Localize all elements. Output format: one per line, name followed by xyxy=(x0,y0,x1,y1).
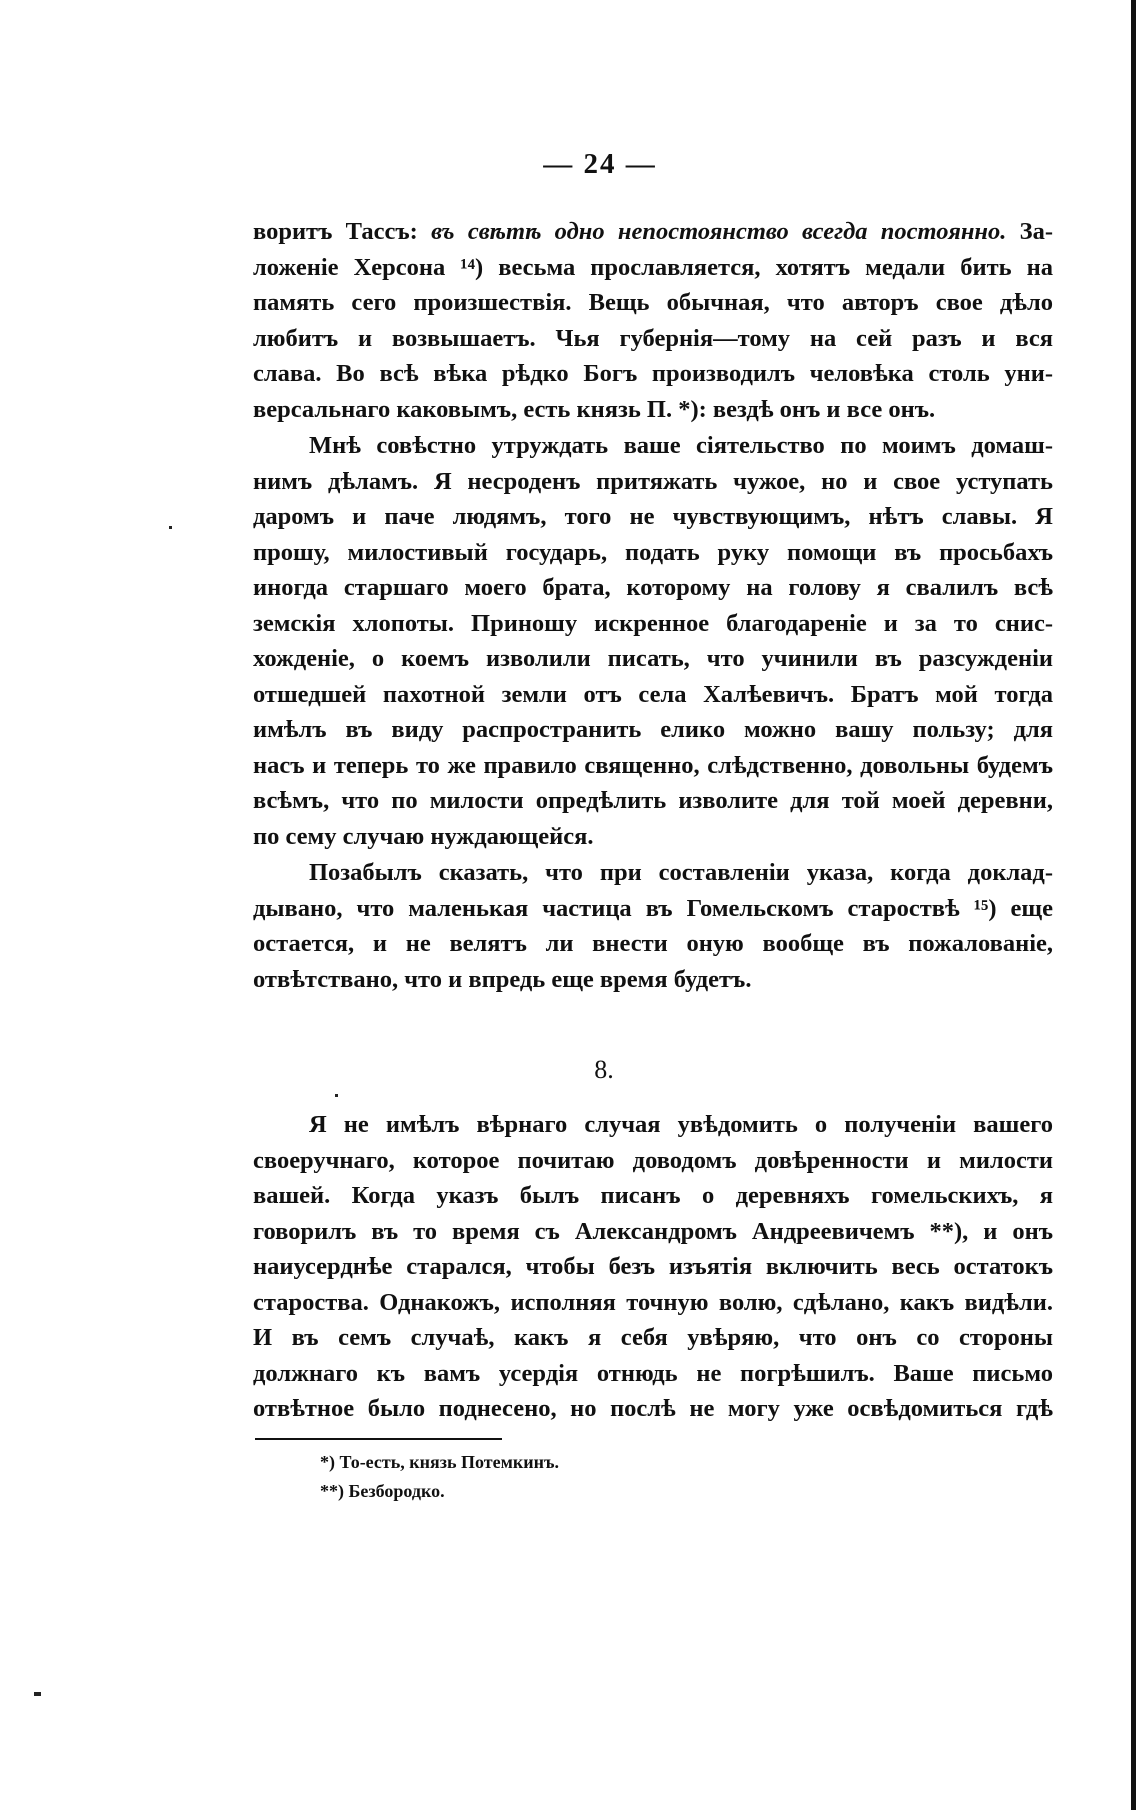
text-line: вашей. Когда указъ былъ писанъ о деревняхъ гомельскихъ, я xyxy=(253,1182,1053,1209)
section-number: 8. xyxy=(594,1055,614,1084)
line-text: воритъ Тассъ: xyxy=(253,218,432,245)
text-line: Мнѣ совѣстно утруждать ваше сіятельство по моимъ домаш- xyxy=(309,432,1053,459)
footnote-2: **) Безбородко. xyxy=(320,1481,445,1501)
text-line: слава. Во всѣ вѣка рѣдко Богъ производилъ человѣка столь уни- xyxy=(253,360,1053,387)
paragraph-2 xyxy=(253,428,1053,854)
text-line: ложеніе Херсона ¹⁴) весьма прославляется, хотятъ медали бить на xyxy=(253,253,1053,281)
text-line: своеручнаго, которое почитаю доводомъ довѣренности и милости xyxy=(253,1146,1053,1174)
text-line: насъ и теперь то же правило священно, слѣдственно, довольны будемъ xyxy=(253,751,1053,779)
paragraph-3 xyxy=(253,855,1053,997)
text-line: нимъ дѣламъ. Я несроденъ притяжать чужое, но и свое уступать xyxy=(253,467,1053,495)
paragraph-1 xyxy=(253,214,1053,427)
text-line: имѣлъ въ виду распространить елико можно вашу пользу; для xyxy=(253,716,1053,743)
text-line: Я не имѣлъ вѣрнаго случая увѣдомить о полученіи вашего xyxy=(309,1111,1053,1138)
paragraph-1-line-1 xyxy=(253,214,1053,250)
scan-speck xyxy=(34,1692,41,1696)
text-line: иногда старшаго моего брата, которому на голову я свалилъ всѣ xyxy=(253,574,1053,601)
text-line: отвѣтное было поднесено, но послѣ не могу уже освѣдомиться гдѣ xyxy=(253,1395,1053,1422)
text-line: по сему случаю нуждающейся. xyxy=(253,822,594,850)
text-line: земскія хлопоты. Приношу искренное благодареніе и за то снис- xyxy=(253,609,1053,637)
scan-speck xyxy=(335,1094,338,1097)
text-line: остается, и не велятъ ли внести оную вообще въ пожалованіе, xyxy=(253,930,1053,957)
text-line: говорилъ въ то время съ Александромъ Андреевичемъ **), и онъ xyxy=(253,1217,1053,1245)
text-line: прошу, милостивый государь, подать руку помощи въ просьбахъ xyxy=(253,538,1053,566)
text-line: даромъ и паче людямъ, того не чувствующимъ, нѣтъ славы. Я xyxy=(253,503,1053,530)
text-line: любитъ и возвышаетъ. Чья губернія—тому на сей разъ и вся xyxy=(253,324,1053,352)
page-number: — 24 — xyxy=(543,148,657,180)
text-line: отвѣтствано, что и впредь еще время будетъ. xyxy=(253,965,752,993)
footnotes xyxy=(320,1448,559,1506)
text-line: всѣмъ, что по милости опредѣлить изволите для той моей деревни, xyxy=(253,787,1053,814)
text-line: должнаго къ вамъ усердія отнюдь не погрѣшилъ. Ваше письмо xyxy=(253,1359,1053,1387)
text-line: версальнаго каковымъ, есть князь П. *): вездѣ онъ и все онъ. xyxy=(253,395,936,423)
text-line: память сего произшествія. Вещь обычная, что авторъ свое дѣло xyxy=(253,289,1053,316)
scan-speck xyxy=(169,526,172,529)
line-text: За- xyxy=(1006,218,1053,245)
footnote-1: *) То-есть, князь Потемкинъ. xyxy=(320,1452,559,1472)
text-line: наиусерднѣе старался, чтобы безъ изъятія включить весь остатокъ xyxy=(253,1253,1053,1280)
text-line: И въ семъ случаѣ, какъ я себя увѣряю, что онъ со стороны xyxy=(253,1324,1053,1351)
text-line: хожденіе, о коемъ изволили писать, что учинили въ разсужденіи xyxy=(253,645,1053,672)
tasso-quote: въ свѣтѣ одно непостоянство всегда постоянно. xyxy=(431,218,1007,245)
paragraph-4 xyxy=(253,1107,1053,1427)
text-line: отшедшей пахотной земли отъ села Халѣевичъ. Братъ мой тогда xyxy=(253,680,1053,708)
footnote-divider xyxy=(255,1438,502,1440)
page-edge-line xyxy=(1131,0,1136,1810)
text-line: дывано, что маленькая частица въ Гомельскомъ староствѣ ¹⁵) еще xyxy=(253,894,1053,922)
text-line: Позабылъ сказать, что при составленіи указа, когда доклад- xyxy=(309,859,1053,886)
text-line: староства. Однакожъ, исполняя точную волю, сдѣлано, какъ видѣли. xyxy=(253,1288,1053,1316)
